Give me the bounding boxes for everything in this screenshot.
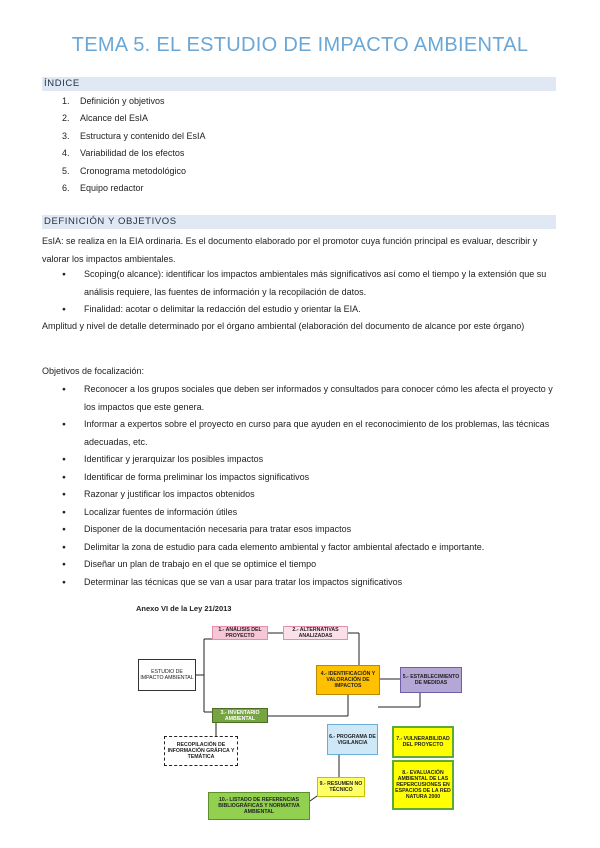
list-item: ● Reconocer a los grupos sociales que deben ser informados y consultados para conocer cómo les afecta el proyecto y los impactos que este genera. bbox=[62, 381, 558, 416]
inventario-ambiental-box: 3.- INVENTARIO AMBIENTAL bbox=[212, 708, 268, 723]
toc-item: 4. Variabilidad de los efectos bbox=[62, 148, 185, 159]
page-title: TEMA 5. EL ESTUDIO DE IMPACTO AMBIENTAL bbox=[71, 34, 529, 56]
list-item: ● Informar a expertos sobre el proyecto en curso para que ayuden en el reconocimiento de los problemas, las técnicas adecuadas, etc. bbox=[62, 416, 558, 451]
list-item: ● Finalidad: acotar o delimitar la redacción del estudio y orientar la EIA. bbox=[62, 301, 558, 319]
diagram-title: Anexo VI de la Ley 21/2013 bbox=[136, 604, 232, 613]
list-item: ● Disponer de la documentación necesaria para tratar esos impactos bbox=[62, 521, 558, 539]
section-heading-indice: ÍNDICE bbox=[42, 77, 556, 91]
list-item: ● Razonar y justificar los impactos obtenidos bbox=[62, 486, 558, 504]
toc-item: 3. Estructura y contenido del EsIA bbox=[62, 130, 206, 141]
amplitud-paragraph: Amplitud y nivel de detalle determinado por el órgano ambiental (elaboración del documento de alcance por este órgano) bbox=[42, 321, 525, 331]
toc-item: 2. Alcance del EsIA bbox=[62, 113, 149, 124]
objetivos-heading: Objetivos de focalización: bbox=[42, 366, 145, 376]
toc-item: 6. Equipo redactor bbox=[62, 182, 144, 193]
resumen-no-tecnico-box: 9.- RESUMEN NO TÉCNICO bbox=[317, 777, 365, 797]
eia-structure-diagram bbox=[120, 603, 480, 841]
list-item: ● Identificar y jerarquizar los posibles impactos bbox=[62, 451, 558, 469]
analisis-proyecto-box: 1.- ANÁLISIS DEL PROYECTO bbox=[212, 626, 268, 640]
list-item: ● Identificar de forma preliminar los impactos significativos bbox=[62, 469, 558, 487]
medidas-box: 5.- ESTABLECIMIENTO DE MEDIDAS bbox=[400, 667, 462, 693]
table-of-contents bbox=[62, 95, 206, 199]
list-item: ● Localizar fuentes de información útiles bbox=[62, 504, 558, 522]
toc-item: 1. Definición y objetivos bbox=[62, 96, 165, 106]
scoping-bullet-list bbox=[62, 266, 558, 319]
evaluacion-red-natura-box: 8.- EVALUACIÓN AMBIENTAL DE LAS REPERCUSIONES EN ESPACIOS DE LA RED NATURA 2000 bbox=[392, 760, 454, 810]
objetivos-list bbox=[62, 381, 558, 591]
toc-item: 5. Cronograma metodológico bbox=[62, 165, 187, 176]
list-item: ● Scoping(o alcance): identificar los impactos ambientales más significativos así como el tiempo y la extensión que su análisis requiere, las fuentes de información y la recopilación de datos. bbox=[62, 266, 558, 301]
section-heading-definicion: DEFINICIÓN Y OBJETIVOS bbox=[42, 215, 556, 229]
list-item: ● Determinar las técnicas que se van a usar para tratar los impactos significativos bbox=[62, 574, 558, 592]
alternativas-box: 2.- ALTERNATIVAS ANALIZADAS bbox=[283, 626, 348, 640]
list-item: ● Diseñar un plan de trabajo en el que se optimice el tiempo bbox=[62, 556, 558, 574]
estudio-impacto-box: ESTUDIO DE IMPACTO AMBIENTAL bbox=[138, 659, 196, 691]
identificacion-impactos-box: 4.- IDENTIFICACIÓN Y VALORACIÓN DE IMPACTOS bbox=[316, 665, 380, 695]
vulnerabilidad-box: 7.- VULNERABILIDAD DEL PROYECTO bbox=[392, 726, 454, 758]
list-item: ● Delimitar la zona de estudio para cada elemento ambiental y factor ambiental afectado e importante. bbox=[62, 539, 558, 557]
recopilacion-informacion-box: RECOPILACIÓN DE INFORMACIÓN GRÁFICA Y TEMÁTICA bbox=[164, 736, 238, 766]
listado-referencias-box: 10.- LISTADO DE REFERENCIAS BIBLIOGRÁFICAS Y NORMATIVA AMBIENTAL bbox=[208, 792, 310, 820]
programa-vigilancia-box: 6.- PROGRAMA DE VIGILANCIA bbox=[327, 724, 378, 755]
esia-definition-paragraph: EsIA: se realiza en la EIA ordinaria. Es el documento elaborado por el promotor cuya función principal es evaluar, describir y valorar los impactos ambientales. bbox=[42, 236, 538, 264]
